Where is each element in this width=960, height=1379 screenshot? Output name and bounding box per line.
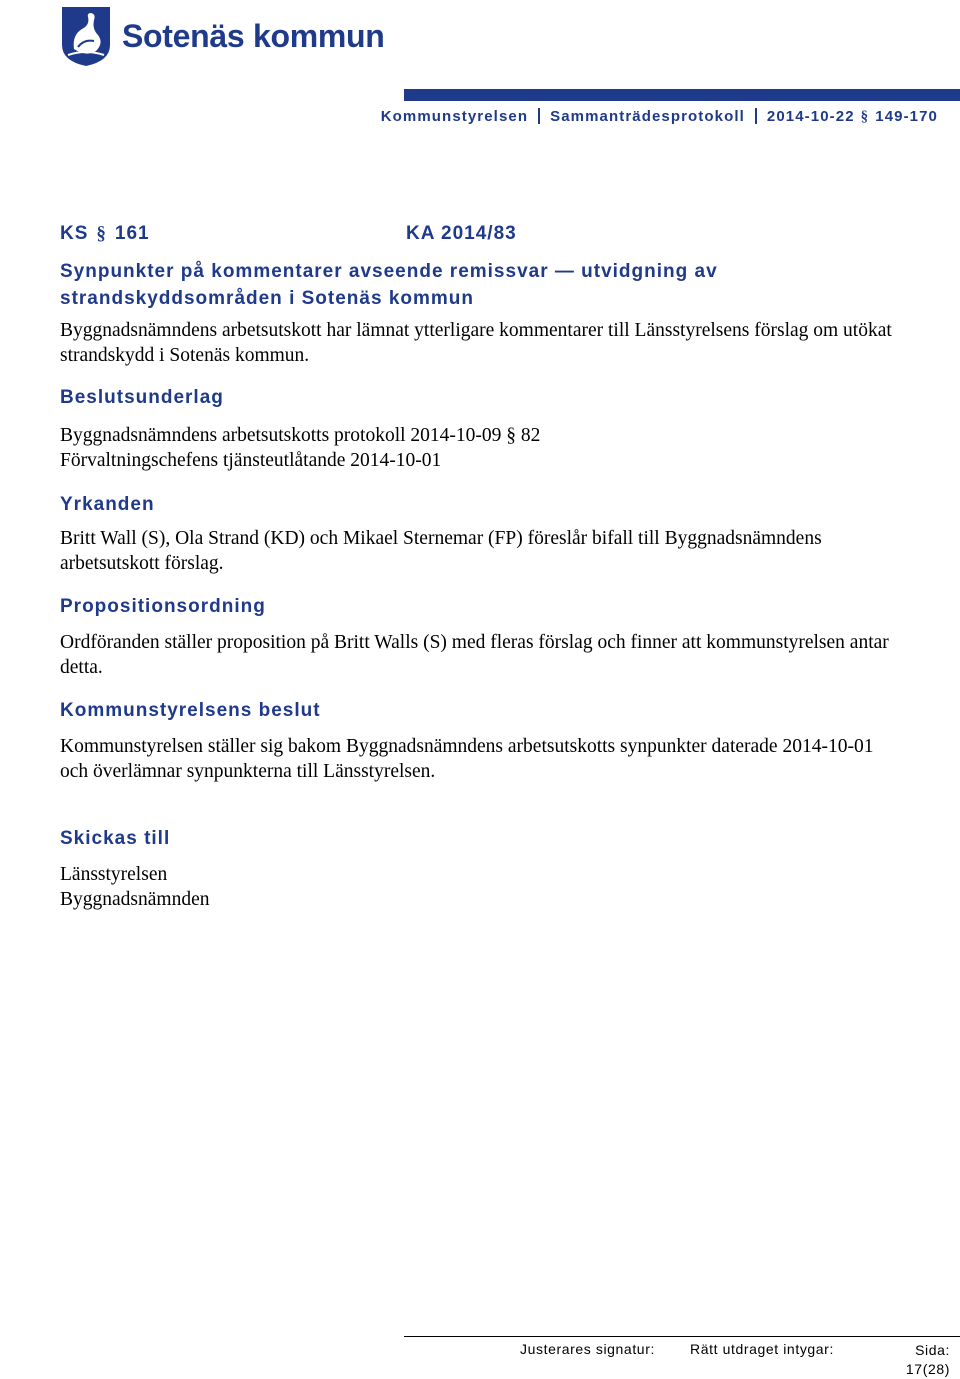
recipient-item: Länsstyrelsen — [60, 864, 168, 885]
header-date: 2014-10-22 — [766, 108, 855, 125]
case-paragraph-sign: § — [96, 223, 107, 244]
beslutsunderlag-item: Byggnadsnämndens arbetsutskotts protokoll 2014-10-09 § 82 — [60, 425, 541, 446]
beslutsunderlag-list — [60, 423, 910, 473]
case-number: 161 — [114, 223, 150, 244]
paragraph-sign: § — [506, 425, 517, 446]
justerares-signatur-label: Justerares signatur: — [520, 1341, 655, 1357]
document-header — [381, 108, 938, 126]
header-paragraph-sign: § — [860, 109, 870, 125]
swan-emblem-icon — [60, 5, 112, 67]
logo-wordmark: Sotenäs kommun — [122, 17, 385, 54]
page-count: 17(28) — [905, 1361, 950, 1377]
footer-rule — [404, 1336, 960, 1337]
beslut-text: Kommunstyrelsen ställer sig bakom Byggnadsnämndens arbetsutskotts synpunkter daterade 2014-10-01 och överlämnar synpunkterna till Länsstyrelsen. — [60, 736, 874, 782]
heading-propositionsordning: Propositionsordning — [60, 596, 266, 617]
heading-yrkanden: Yrkanden — [60, 494, 155, 515]
recipient-list — [60, 862, 910, 912]
sida-label: Sida: — [915, 1342, 950, 1358]
header-rule — [404, 89, 960, 101]
heading-skickas-till: Skickas till — [60, 828, 171, 849]
yrkanden-text: Britt Wall (S), Ola Strand (KD) och Mikael Sternemar (FP) föreslår bifall till Byggnadsnämndens arbetsutskott förslag. — [60, 528, 822, 574]
municipality-logo — [60, 4, 385, 68]
document-title: Synpunkter på kommentarer avseende remissvar — utvidgning av strandskyddsområden i Sotenäs kommun — [60, 261, 718, 309]
intro-text: Byggnadsnämndens arbetsutskott har lämnat ytterligare kommentarer till Länsstyrelsens förslag om utökat strandskydd i Sotenäs kommun. — [60, 320, 892, 366]
case-ks: KS — [60, 223, 89, 244]
header-separator — [755, 108, 757, 124]
recipient-item: Byggnadsnämnden — [60, 889, 210, 910]
header-separator — [538, 108, 540, 124]
heading-beslutsunderlag: Beslutsunderlag — [60, 387, 224, 408]
case-ka: KA 2014/83 — [406, 223, 517, 244]
case-reference — [60, 223, 660, 245]
ratt-utdraget-label: Rätt utdraget intygar: — [690, 1341, 834, 1357]
header-org: Kommunstyrelsen — [380, 108, 529, 125]
page-number — [906, 1341, 950, 1379]
beslutsunderlag-item: Förvaltningschefens tjänsteutlåtande 2014-10-01 — [60, 450, 442, 471]
header-doc-type: Sammanträdesprotokoll — [550, 108, 745, 125]
propositionsordning-text: Ordföranden ställer proposition på Britt Walls (S) med fleras förslag och finner att kommunstyrelsen antar detta. — [60, 632, 889, 678]
heading-beslut: Kommunstyrelsens beslut — [60, 700, 321, 721]
header-paragraphs: 149-170 — [875, 108, 938, 125]
